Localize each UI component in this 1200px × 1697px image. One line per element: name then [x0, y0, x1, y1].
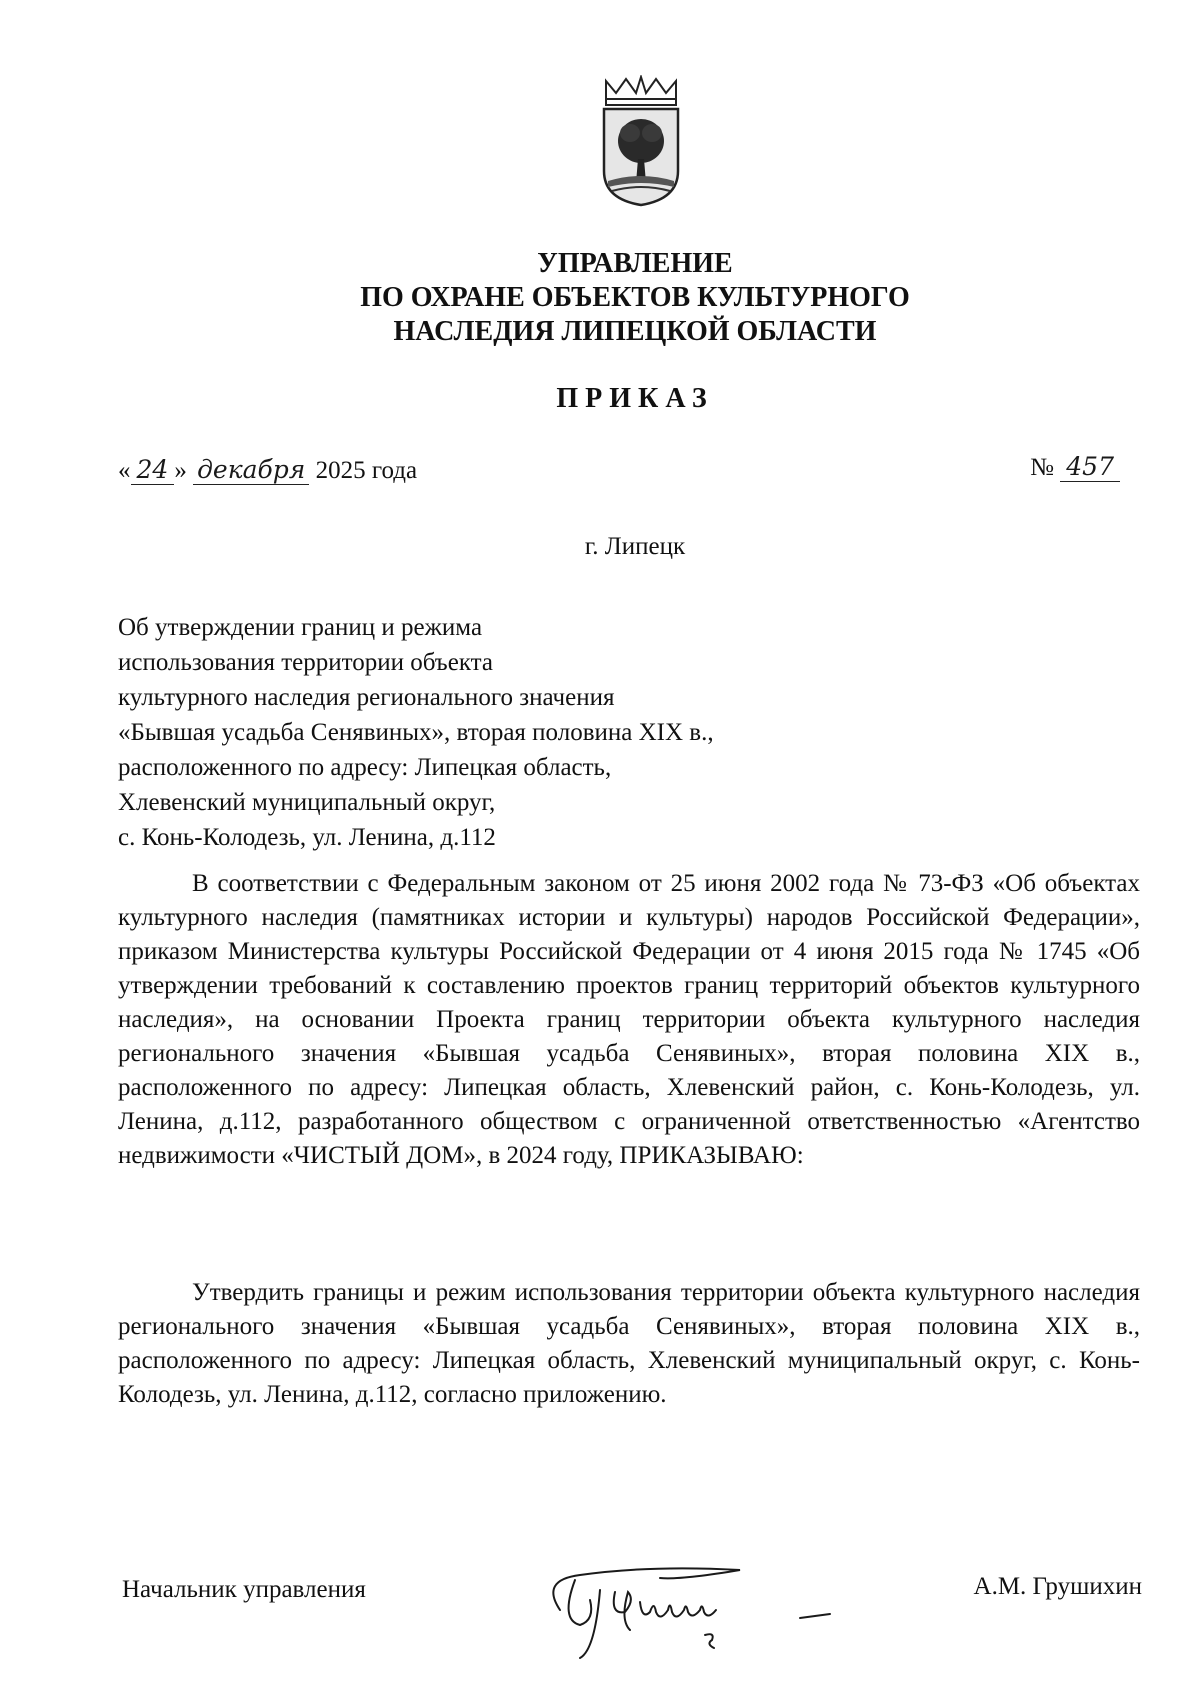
- handwritten-day: 24: [131, 455, 175, 485]
- quote-close: »: [174, 457, 187, 484]
- subject-line: с. Конь-Колодезь, ул. Ленина, д.112: [118, 824, 496, 851]
- document-type-title: ПРИКАЗ: [556, 383, 714, 414]
- subject-line: «Бывшая усадьба Сенявиных», вторая половина XIX в.,: [118, 719, 714, 746]
- organization-name: [0, 247, 1200, 349]
- subject-line: Хлевенский муниципальный округ,: [118, 789, 496, 816]
- number-prefix: №: [1030, 454, 1055, 481]
- quote-open: «: [118, 457, 131, 484]
- org-line-2: ПО ОХРАНЕ ОБЪЕКТОВ КУЛЬТУРНОГО: [360, 282, 910, 313]
- order-year: 2025 года: [315, 457, 418, 484]
- order-number: [1030, 452, 1120, 482]
- lipetsk-coat-of-arms-icon: [600, 75, 682, 207]
- subject-line: использования территории объекта: [118, 649, 493, 676]
- org-line-3: НАСЛЕДИЯ ЛИПЕЦКОЙ ОБЛАСТИ: [393, 316, 877, 347]
- signatory-name: А.М. Грушихин: [973, 1573, 1142, 1600]
- org-line-1: УПРАВЛЕНИЕ: [537, 248, 733, 279]
- subject-line: Об утверждении границ и режима: [118, 614, 483, 641]
- preamble-paragraph: В соответствии с Федеральным законом от 25 июня 2002 года № 73-ФЗ «Об объектах культурного наследия (памятниках истории и культуры) народов Российской Федерации», приказом Министерства культуры Российской Федерации от 4 июня 2015 года № 1745 «Об утверждении требований к составлению проектов границ территорий объектов культурного наследия», на основании Проекта границ территории объекта культурного наследия регионального значения «Бывшая усадьба Сенявиных», вторая половина XIX в., расположенного по адресу: Липецкая область, Хлевенский район, с. Конь-Колодезь, ул. Ленина, д.112, разработанного обществом с ограниченной ответственностью «Агентство недвижимости «ЧИСТЫЙ ДОМ», в 2024 году, ПРИКАЗЫВАЮ:: [118, 870, 1140, 1169]
- order-subject: [118, 610, 878, 855]
- subject-line: расположенного по адресу: Липецкая область,: [118, 754, 612, 781]
- order-date: [118, 455, 417, 485]
- handwritten-number: 457: [1060, 452, 1120, 482]
- order-paragraph: Утвердить границы и режим использования территории объекта культурного наследия регионального значения «Бывшая усадьба Сенявиных», вторая половина XIX в., расположенного по адресу: Липецкая область, Хлевенский муниципальный округ, с. Конь-Колодезь, ул. Ленина, д.112, согласно приложению.: [118, 1279, 1140, 1408]
- handwritten-signature-icon: [520, 1540, 920, 1660]
- signatory-position: Начальник управления: [122, 1576, 366, 1603]
- handwritten-month: декабря: [193, 455, 309, 485]
- city: г. Липецк: [584, 533, 686, 560]
- subject-line: культурного наследия регионального значения: [118, 684, 615, 711]
